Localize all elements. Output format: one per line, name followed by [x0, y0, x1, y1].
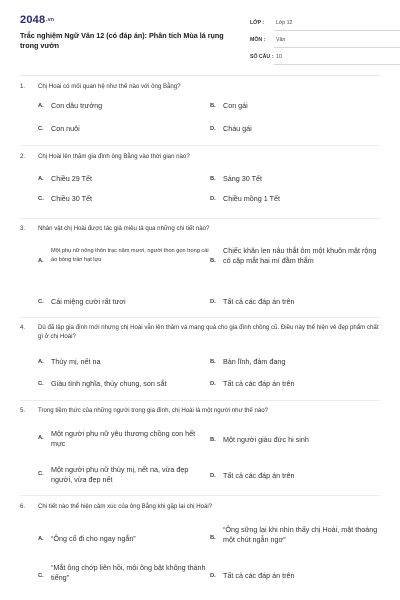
option-letter: D. [210, 381, 216, 387]
option-letter: B. [210, 103, 216, 109]
option-text: Một người phụ nữ yêu thương chồng con hết mực [51, 429, 196, 448]
option-text: Tất cả các đáp án trên [223, 297, 295, 306]
option-text: Một người phụ nữ thủy mị, nết na, vừa đẹp người, vừa đẹp nết [51, 465, 189, 484]
option-text: “Ông sững lại khi nhìn thấy chị Hoài, mặt thoáng một chút ngẫn ngơ” [223, 525, 378, 544]
option-letter: B. [210, 359, 216, 365]
option-letter: C. [38, 196, 44, 202]
question-prompt: Dù đã lập gia đình mới nhưng chị Hoài vẫn lên thăm và mang quà cho gia đình chồng cũ. Điều này thể hiện vẻ đẹp phẩm chất gì ở chị Hoài? [38, 324, 379, 340]
question-number: 1. [20, 83, 26, 90]
meta-row-count [250, 50, 400, 67]
meta-value: 10 [276, 54, 282, 60]
options [20, 91, 380, 139]
question-number: 2. [20, 153, 26, 160]
question-prompt: Trong tiềm thức của những người trong gia đình, chị Hoài là một người như thế nào? [38, 407, 269, 414]
question-separator [20, 400, 380, 401]
question-separator [20, 218, 380, 219]
question-5 [20, 406, 380, 495]
meta-label: SỐ CÂU : [250, 54, 274, 60]
option-text: “Ông cố đi cho ngay ngắn” [51, 534, 136, 543]
question-number: 4. [20, 324, 26, 331]
question-separator [20, 145, 380, 146]
question-6 [20, 502, 380, 595]
question-number: 6. [20, 503, 26, 510]
question-text [20, 152, 380, 161]
option-letter: B. [210, 258, 216, 264]
options [20, 161, 380, 209]
options [20, 341, 380, 397]
option-text: Sáng 30 Tết [223, 174, 263, 183]
question-text [20, 224, 380, 233]
meta-value: Văn [276, 37, 286, 43]
question-3 [20, 224, 380, 317]
option-text: Bản lĩnh, đảm đang [223, 357, 286, 366]
meta-info [250, 16, 400, 67]
option-text: Con dâu trưởng [51, 101, 103, 110]
option-text: Tất cả các đáp án trên [223, 571, 295, 580]
header [20, 14, 380, 76]
option-letter: C. [38, 299, 44, 305]
options [20, 233, 380, 317]
header-divider [20, 75, 380, 76]
question-prompt: Chi tiết nào thể hiện cảm xúc của ông Bằng khi gặp lại chị Hoài? [38, 503, 213, 510]
meta-row-subject [250, 33, 400, 50]
question-1 [20, 82, 380, 139]
meta-underline [274, 47, 400, 48]
option-letter: A. [38, 536, 44, 542]
question-prompt: Chị Hoài lên thăm gia đình ông Bằng vào thời gian nào? [38, 153, 190, 160]
question-number: 5. [20, 407, 26, 414]
meta-label: MÔN : [250, 37, 266, 43]
page-title: Trắc nghiệm Ngữ Văn 12 (có đáp án): Phân tích Mùa lá rụng trong vườn [20, 31, 224, 50]
option-letter: A. [38, 176, 44, 182]
options [20, 511, 380, 595]
meta-label: LỚP : [250, 20, 265, 26]
question-text [20, 323, 380, 341]
option-text: Cái miệng cười rất tươi [51, 297, 126, 306]
option-text: Cháu gái [223, 124, 252, 133]
question-number: 3. [20, 225, 26, 232]
meta-row-class [250, 16, 400, 33]
option-letter: D. [210, 126, 216, 132]
option-text: Tất cả các đáp án trên [223, 471, 295, 480]
option-text: Con gái [223, 101, 248, 110]
option-text: Một người giàu đức hi sinh [223, 435, 309, 444]
option-letter: A. [38, 435, 44, 441]
question-text [20, 502, 380, 511]
option-text: “Mắt ông chớp liên hồi, môi ông bật không thành tiếng” [51, 563, 206, 582]
question-text [20, 82, 380, 91]
option-letter: D. [210, 299, 216, 305]
option-letter: B. [210, 437, 216, 443]
option-text: Giàu tình nghĩa, thủy chung, son sắt [51, 379, 167, 388]
option-text: Thủy mị, nết na [51, 357, 101, 366]
option-letter: B. [210, 535, 216, 541]
option-letter: A. [38, 359, 44, 365]
meta-value: Lớp 12 [276, 20, 293, 26]
option-text: Chiều 29 Tết [51, 174, 93, 183]
options [20, 415, 380, 495]
option-letter: A. [38, 258, 44, 264]
question-prompt: Nhân vật chị Hoài được tác giả miêu tả qua những chi tiết nào? [38, 225, 210, 232]
site-logo[interactable] [20, 14, 54, 26]
option-text: Chiều mồng 1 Tết [223, 194, 281, 203]
option-letter: C. [38, 126, 44, 132]
question-2 [20, 152, 380, 209]
question-separator [20, 495, 380, 496]
meta-underline [274, 30, 400, 31]
option-letter: C. [38, 471, 44, 477]
option-text: Tất cả các đáp án trên [223, 379, 295, 388]
option-text: Một phụ nữ nông thôn trạc năm mươi, người thon gọn trong cái áo bông trần hạt lựu [51, 248, 209, 263]
logo-suffix: .vn [46, 17, 55, 24]
question-separator [20, 317, 380, 318]
question-prompt: Chị Hoài có mối quan hệ như thế nào với ông Bằng? [38, 83, 181, 90]
option-letter: B. [210, 176, 216, 182]
option-text: Chiếc khăn len nâu thắt ôm một khuôn mặt rộng có cặp mắt hai mí đằm thắm [223, 246, 377, 265]
option-letter: D. [210, 196, 216, 202]
option-letter: C. [38, 381, 44, 387]
meta-underline [274, 64, 400, 65]
option-letter: C. [38, 573, 44, 579]
option-letter: A. [38, 103, 44, 109]
question-4 [20, 323, 380, 397]
logo-text: 2048 [20, 14, 46, 26]
option-letter: D. [210, 573, 216, 579]
question-text [20, 406, 380, 415]
option-letter: D. [210, 473, 216, 479]
option-text: Chiều 30 Tết [51, 194, 93, 203]
option-text: Con nuôi [51, 124, 80, 133]
